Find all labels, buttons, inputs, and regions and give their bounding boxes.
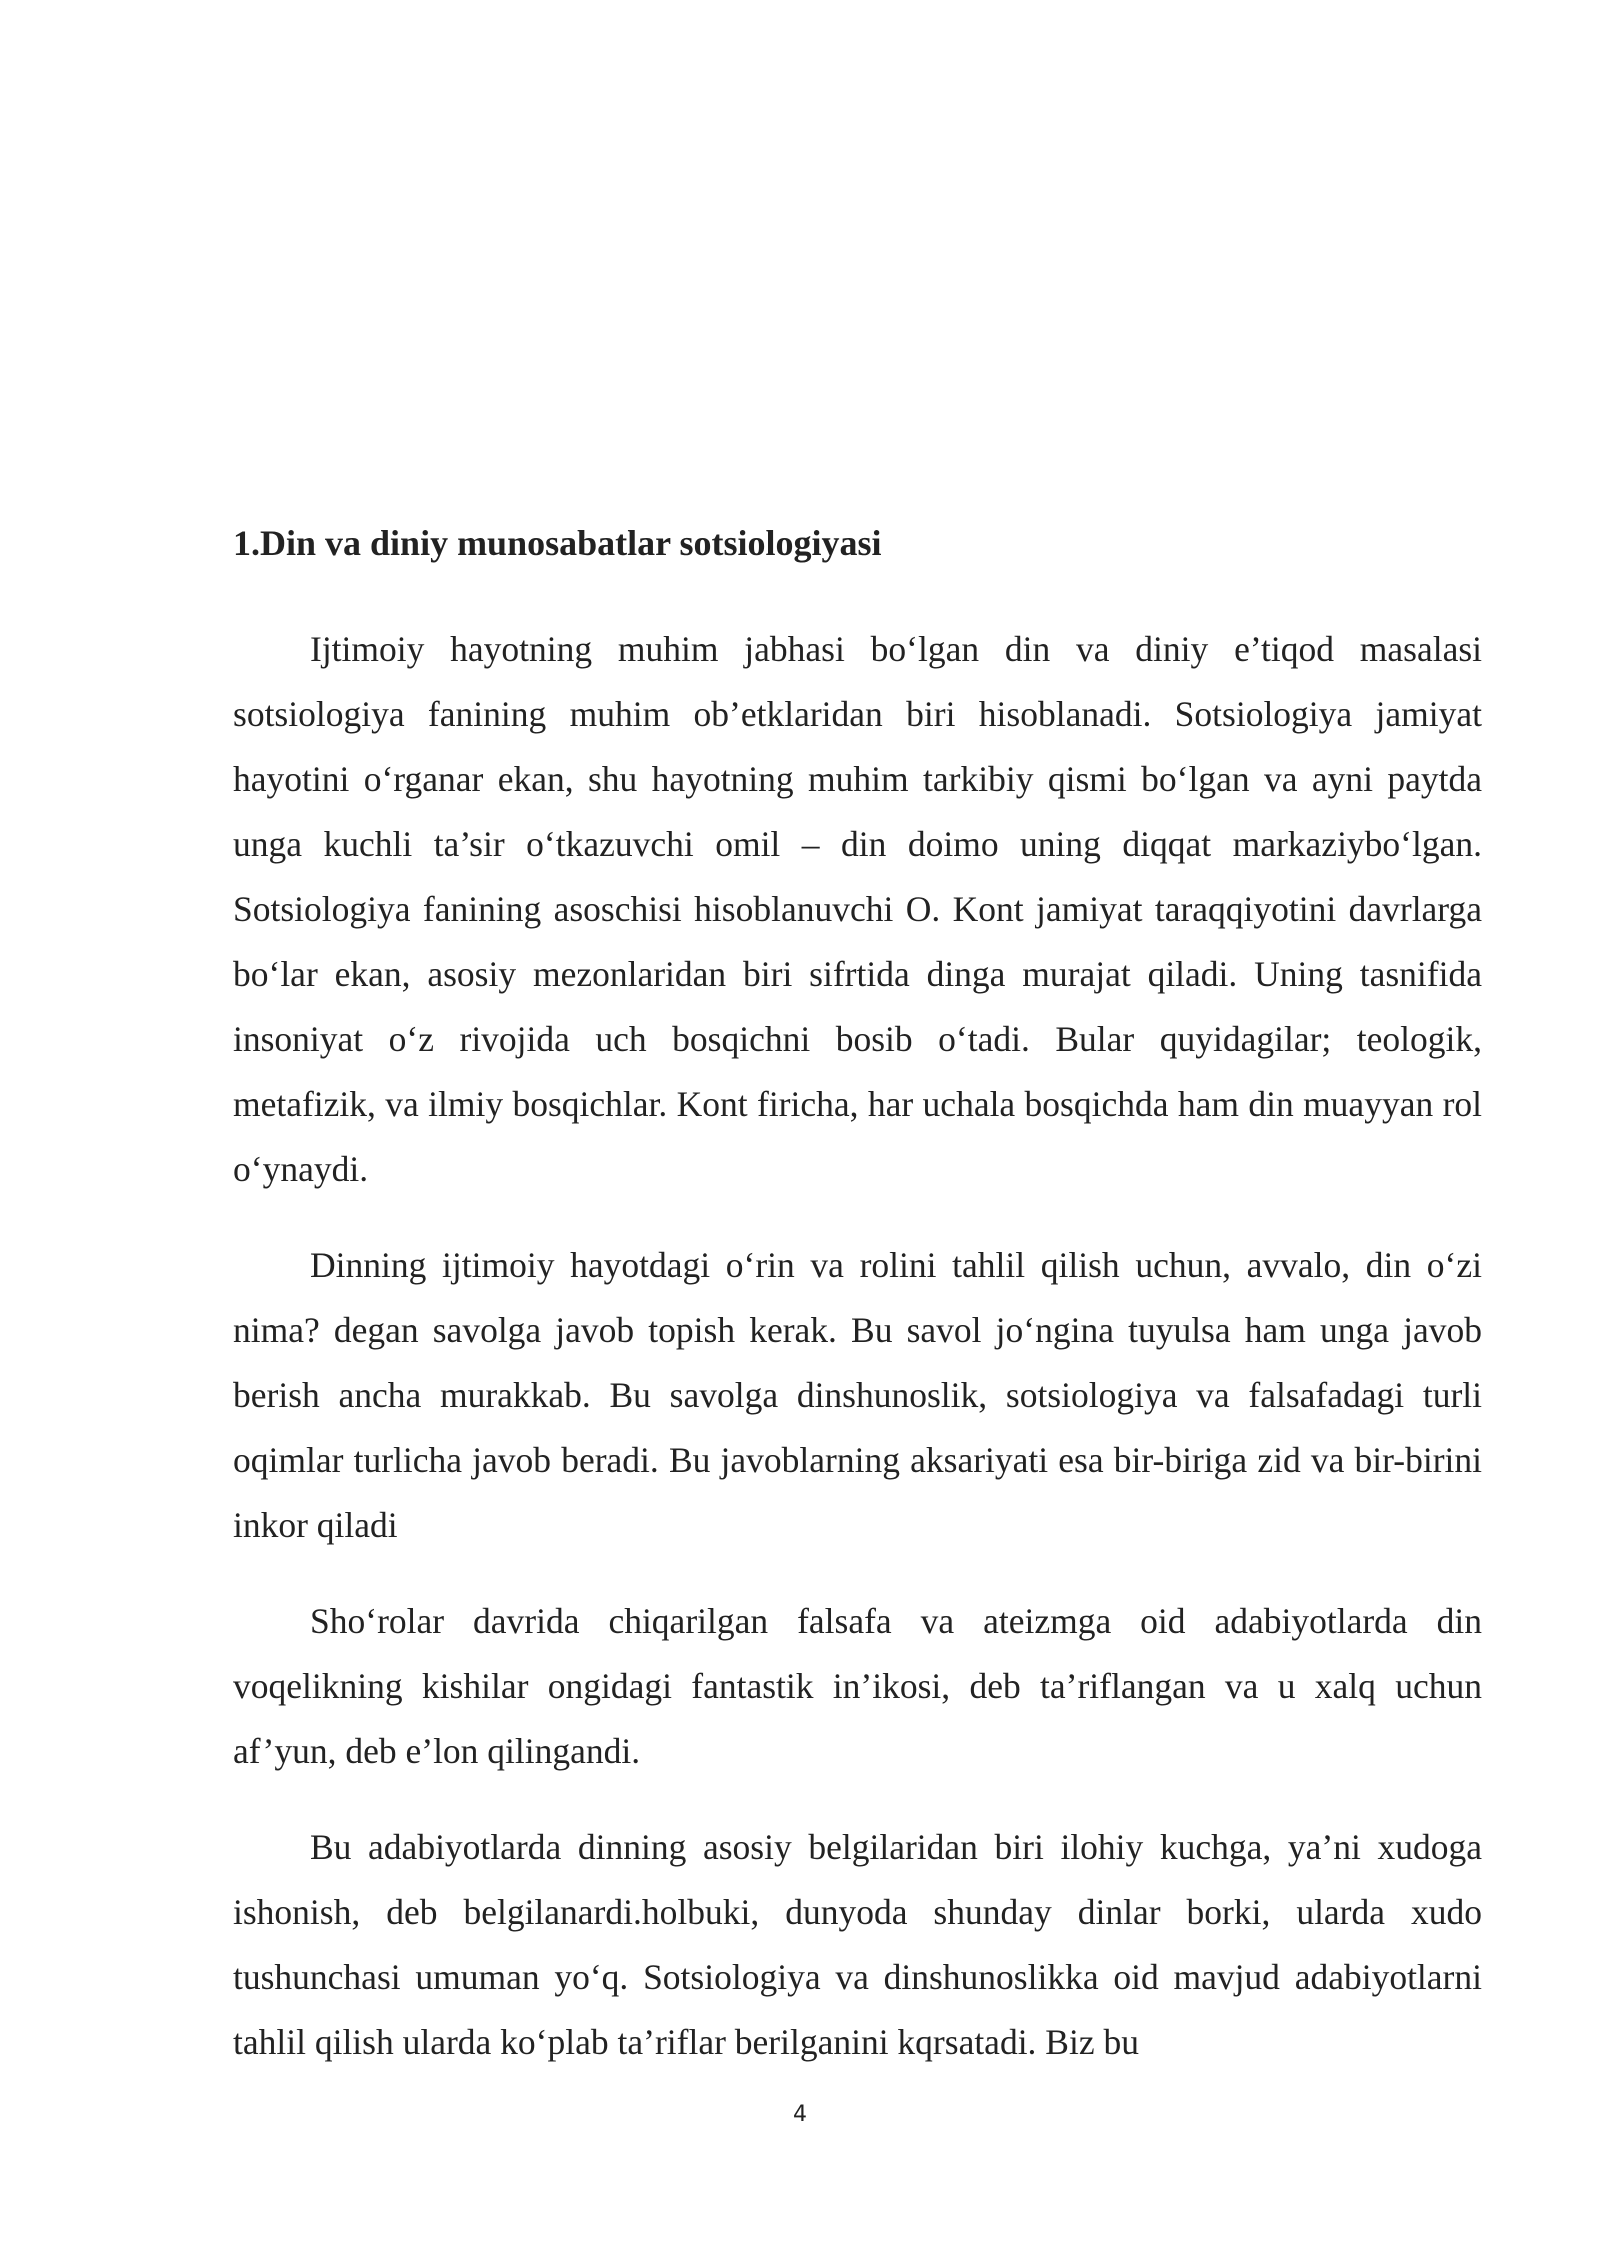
paragraph-2: Dinning ijtimoiy hayotdagi o‘rin va rolini tahlil qilish uchun, avvalo, din o‘zi nima? degan savolga javob topish kerak. Bu savol jo‘ngina tuyulsa ham unga javob berish ancha murakkab. Bu savolga dinshunoslik, sotsiologiya va falsafadagi turli oqimlar turlicha javob beradi. Bu javoblarning aksariyati esa bir-biriga zid va bir-birini inkor qiladi <box>233 1245 1482 1545</box>
paragraph-1: Ijtimoiy hayotning muhim jabhasi bo‘lgan din va diniy e’tiqod masalasi sotsiologiya fanining muhim ob’etklaridan biri hisoblanadi. Sotsiologiya jamiyat hayotini o‘rganar ekan, shu hayotning muhim tarkibiy qismi bo‘lgan va ayni paytda unga kuchli ta’sir o‘tkazuvchi omil – din doimo uning diqqat markaziybo‘lgan. Sotsiologiya fanining asoschisi hisoblanuvchi O. Kont jamiyat taraqqiyotini davrlarga bo‘lar ekan, asosiy mezonlaridan biri sifrtida dinga murajat qiladi. Uning tasnifida insoniyat o‘z rivojida uch bosqichni bosib o‘tadi. Bular quyidagilar; teologik, metafizik, va ilmiy bosqichlar. Kont firicha, har uchala bosqichda ham din muayyan rol o‘ynaydi. <box>233 629 1482 1189</box>
page-number: 4 <box>793 2102 807 2127</box>
paragraph-3: Sho‘rolar davrida chiqarilgan falsafa va ateizmga oid adabiyotlarda din voqelikning kishilar ongidagi fantastik in’ikosi, deb ta’riflangan va u xalq uchun af’yun, deb e’lon qilingandi. <box>233 1601 1482 1771</box>
section-heading: 1.Din va diniy munosabatlar sotsiologiyasi <box>233 523 882 563</box>
page-content <box>233 515 1482 2106</box>
paragraph-4: Bu adabiyotlarda dinning asosiy belgilaridan biri ilohiy kuchga, ya’ni xudoga ishonish, deb belgilanardi.holbuki, dunyoda shunday dinlar borki, ularda xudo tushunchasi umuman yo‘q. Sotsiologiya va dinshunoslikka oid mavjud adabiyotlarni tahlil qilish ularda ko‘plab ta’riflar berilganini kqrsatadi. Biz bu <box>233 1827 1482 2062</box>
